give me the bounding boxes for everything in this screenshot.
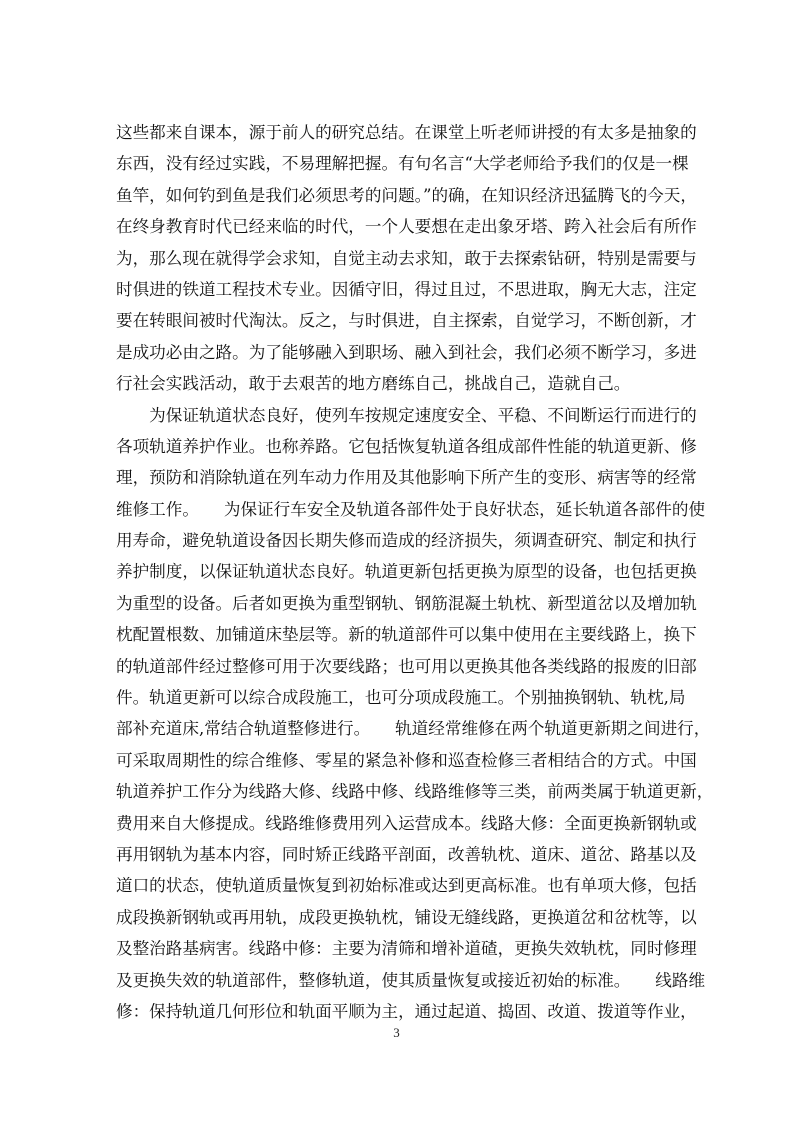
text-line: 为，那么现在就得学会求知，自觉主动去求知，敢于去探索钻研，特别是需要与 [116,248,697,268]
text-line: 修：保持轨道几何形位和轨面平顺为主，通过起道、捣固、改道、拨道等作业， [116,1001,697,1021]
text-line: 鱼竿，如何钓到鱼是我们必须思考的问题。”的确，在知识经济迅猛腾飞的今天， [116,185,697,205]
text-line: 及更换失效的轨道部件，整修轨道，使其质量恢复或接近初始的标准。 线路维 [116,970,706,990]
text-line: 在终身教育时代已经来临的时代，一个人要想在走出象牙塔、跨入社会后有所作 [116,217,697,237]
text-line: 轨道养护工作分为线路大修、线路中修、线路维修等三类，前两类属于轨道更新， [116,782,714,802]
text-line: 这些都来自课本，源于前人的研究总结。在课堂上听老师讲授的有太多是抽象的 [116,123,697,142]
text-line: 东西，没有经过实践，不易理解把握。有句名言“大学老师给予我们的仅是一棵 [116,154,689,174]
text-line: 是成功必由之路。为了能够融入到职场、融入到社会，我们必须不断学习，多进 [116,342,697,362]
text-line: 为保证轨道状态良好，使列车按规定速度安全、平稳、不间断运行而进行的 [116,405,697,425]
text-line: 道口的状态，使轨道质量恢复到初始标准或达到更高标准。也有单项大修，包括 [116,876,697,896]
body-text [116,117,714,1027]
text-line: 及整治路基病害。线路中修：主要为清筛和增补道碴，更换失效轨枕，同时修理 [116,939,697,959]
page-number: 3 [393,1025,400,1040]
text-line: 理，预防和消除轨道在列车动力作用及其他影响下所产生的变形、病害等的经常 [116,468,697,488]
text-line: 时俱进的铁道工程技术专业。因循守旧，得过且过，不思进取，胸无大志，注定 [116,279,697,299]
text-line: 费用来自大修提成。线路维修费用列入运营成本。线路大修：全面更换新钢轨或 [116,813,697,833]
text-line: 用寿命，避免轨道设备因长期失修而造成的经济损失，须调查研究、制定和执行 [116,531,697,551]
text-line: 的轨道部件经过整修可用于次要线路；也可用以更换其他各类线路的报废的旧部 [116,656,697,676]
text-line: 枕配置根数、加铺道床垫层等。新的轨道部件可以集中使用在主要线路上，换下 [116,625,697,645]
text-line: 成段换新钢轨或再用轨，成段更换轨枕，铺设无缝线路，更换道岔和岔枕等，以 [116,907,697,927]
text-line: 为重型的设备。后者如更换为重型钢轨、钢筋混凝土轨枕、新型道岔以及增加轨 [116,593,697,613]
text-line: 再用钢轨为基本内容，同时矫正线路平剖面，改善轨枕、道床、道岔、路基以及 [116,844,697,864]
text-line: 可采取周期性的综合维修、零星的紧急补修和巡查检修三者相结合的方式。中国 [116,750,697,770]
text-line: 维修工作。 为保证行车安全及轨道各部件处于良好状态，延长轨道各部件的使 [116,499,706,519]
text-line: 部补充道床,常结合轨道整修进行。 轨道经常维修在两个轨道更新期之间进行， [116,719,711,739]
text-line: 各项轨道养护作业。也称养路。它包括恢复轨道各组成部件性能的轨道更新、修 [116,436,697,456]
text-line: 要在转眼间被时代淘汰。反之，与时俱进，自主探索，自觉学习，不断创新，才 [116,311,697,331]
text-line: 件。轨道更新可以综合成段施工，也可分项成段施工。个别抽换钢轨、轨枕,局 [116,688,686,708]
text-line: 养护制度，以保证轨道状态良好。轨道更新包括更换为原型的设备，也包括更换 [116,562,697,582]
text-line: 行社会实践活动，敢于去艰苦的地方磨练自己，挑战自己，造就自己。 [116,374,631,394]
